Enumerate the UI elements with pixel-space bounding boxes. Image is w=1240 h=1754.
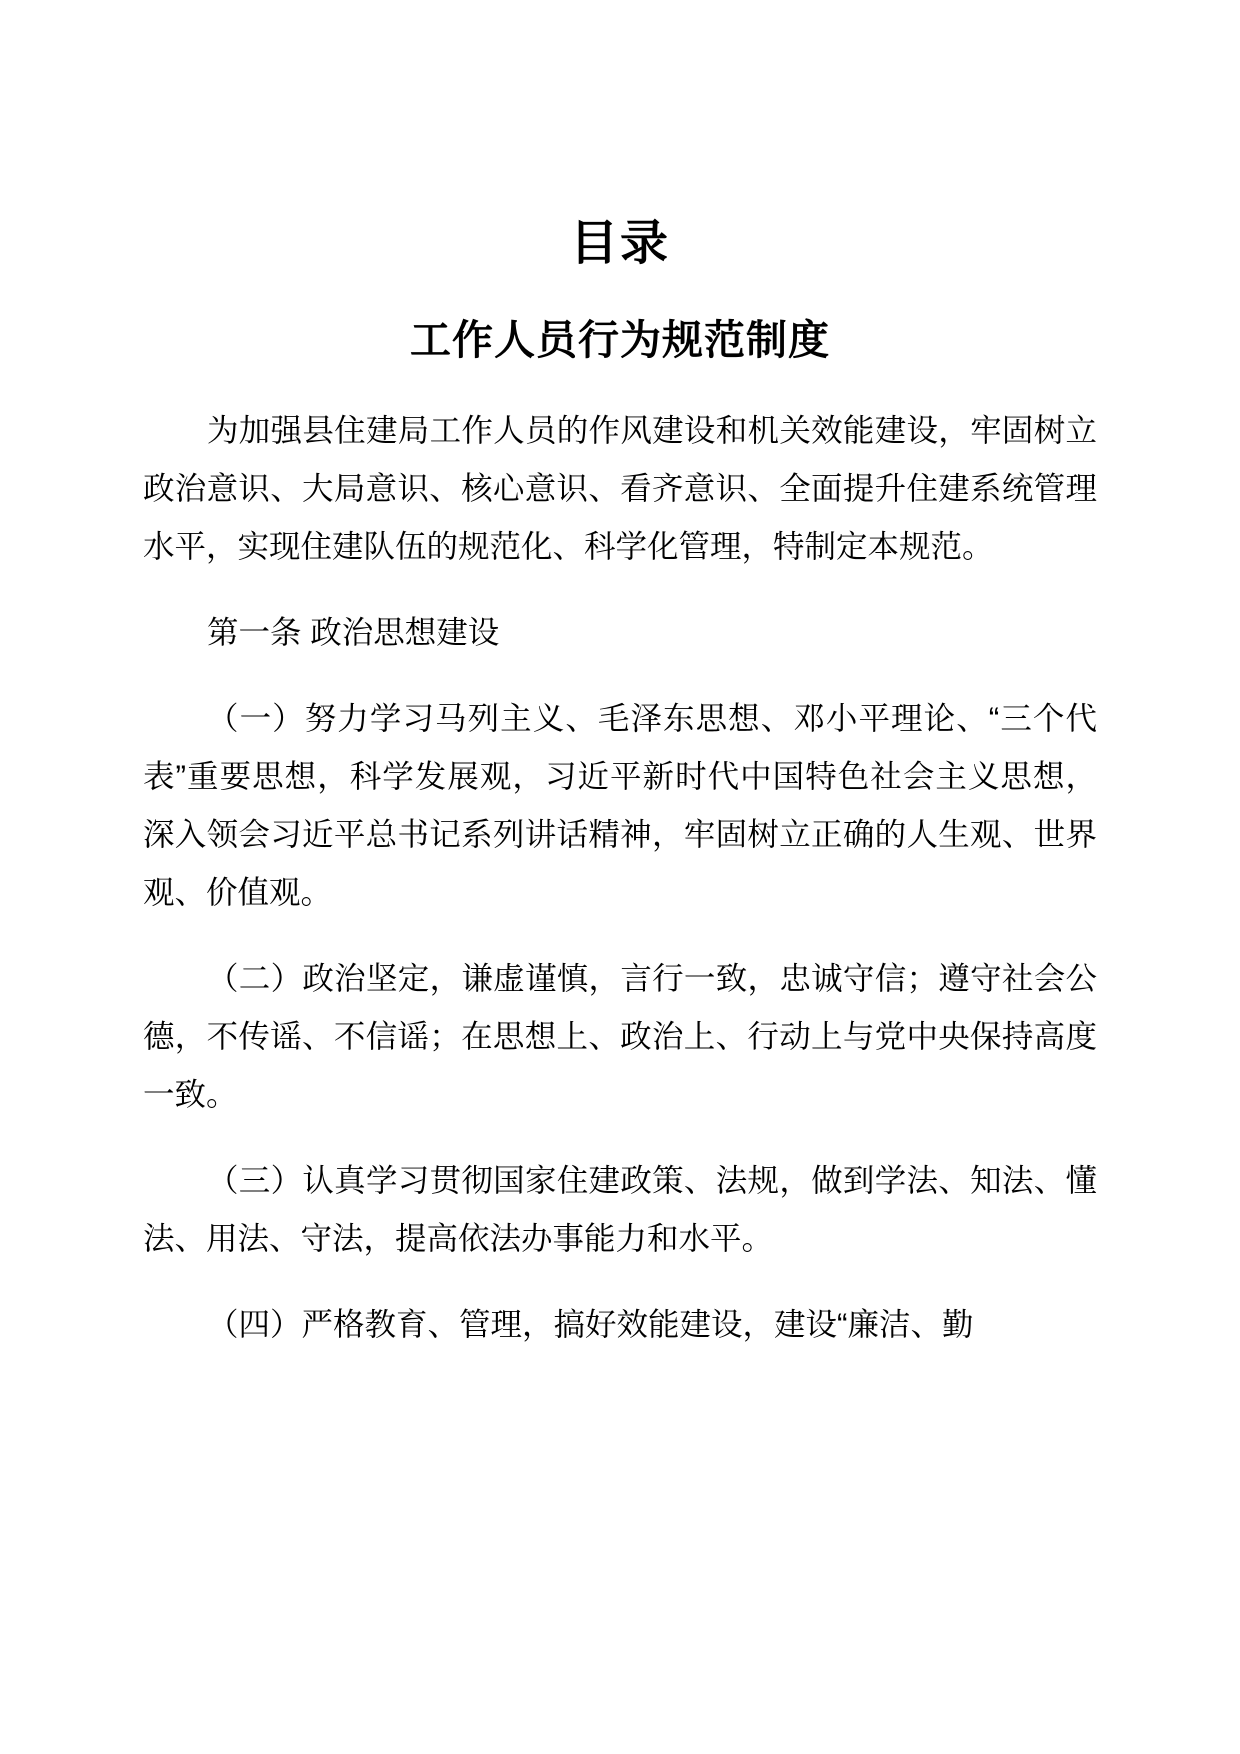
document-body (143, 365, 1097, 1353)
page-title: 目录 (569, 217, 670, 270)
document-subtitle: 工作人员行为规范制度 (410, 316, 830, 363)
clause-item-3: （三）认真学习贯彻国家住建政策、法规，做到学法、知法、懂法、用法、守法，提高依法办事能力和水平。 (143, 1161, 1097, 1256)
preamble-paragraph: 为加强县住建局工作人员的作风建设和机关效能建设，牢固树立政治意识、大局意识、核心意识、看齐意识、全面提升住建系统管理水平，实现住建队伍的规范化、科学化管理，特制定本规范。 (143, 411, 1097, 564)
clause-item-2: （二）政治坚定，谦虚谨慎，言行一致，忠诚守信；遵守社会公德，不传谣、不信谣；在思想上、政治上、行动上与党中央保持高度一致。 (143, 959, 1097, 1112)
clause-item-4: （四）严格教育、管理，搞好效能建设，建设“廉洁、勤 (207, 1305, 974, 1342)
clause-one-heading: 第一条 政治思想建设 (207, 613, 500, 650)
clause-item-1: （一）努力学习马列主义、毛泽东思想、邓小平理论、“三个代表”重要思想，科学发展观，习近平新时代中国特色社会主义思想，深入领会习近平总书记系列讲话精神，牢固树立正确的人生观、世界观、价值观。 (143, 699, 1097, 910)
